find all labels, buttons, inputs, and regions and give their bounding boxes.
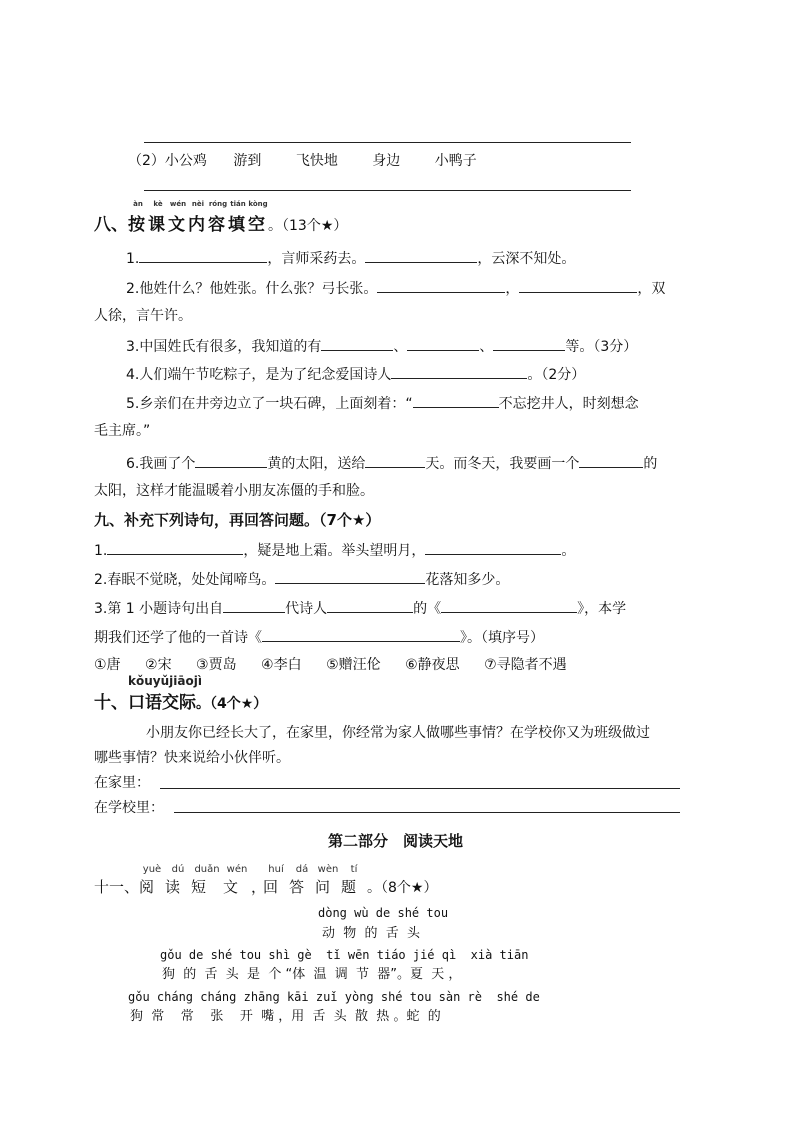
blank[interactable] xyxy=(519,276,637,293)
blank[interactable] xyxy=(365,246,477,263)
option: ③贾岛 xyxy=(196,657,237,673)
story-line1: 狗 的 舌 头 是 个 “体 温 调 节 器”。夏 天 ， xyxy=(162,967,462,982)
s7-word: 飞快地 xyxy=(295,153,338,169)
s8-q4: 4.人们端午节吃粽子，是为了纪念爱国诗人 。（2分） xyxy=(126,362,585,384)
s10-para2: 哪些事情？快来说给小伙伴听。 xyxy=(94,750,290,766)
s9-q3-cont: 期我们还学了他的一首诗《 》。（填序号） xyxy=(94,625,544,647)
school-answer-line[interactable] xyxy=(174,812,680,813)
blank[interactable] xyxy=(365,451,425,468)
blank[interactable] xyxy=(493,334,565,351)
blank[interactable] xyxy=(407,334,479,351)
answer-line-bottom[interactable] xyxy=(144,190,631,191)
story-line1-pinyin: gǒu de shé tou shì gè tǐ wēn tiáo jié qì xià tiān xyxy=(160,948,529,962)
s9-title: 九、补充下列诗句，再回答问题。（7个★） xyxy=(94,511,381,529)
answer-line-top[interactable] xyxy=(144,142,631,143)
blank[interactable] xyxy=(327,596,413,613)
s8-q5-cont: 毛主席。” xyxy=(94,423,151,439)
s8-heading: 八、 àn 按 kè 课 wén 文 nèi 内 róng 容 tián 填 kòng 空 。（13个★） xyxy=(94,200,348,235)
s8-q5: 5.乡亲们在井旁边立了一块石碑，上面刻着：“ 不忘挖井人，时刻想念 xyxy=(126,391,639,413)
blank[interactable] xyxy=(223,596,285,613)
blank[interactable] xyxy=(391,362,527,379)
blank[interactable] xyxy=(107,538,243,555)
s10-home-label: 在家里： xyxy=(94,775,150,791)
option: ⑦寻隐者不遇 xyxy=(484,657,567,673)
s7-q2-row xyxy=(128,150,477,170)
option: ⑤赠汪伦 xyxy=(326,657,381,673)
blank[interactable] xyxy=(579,451,643,468)
s9-q3: 3.第 1 小题诗句出自 代诗人 的《 》，本学 xyxy=(94,596,626,618)
s8-q6-cont: 太阳，这样才能温暖着小朋友冻僵的手和脸。 xyxy=(94,483,374,499)
s10-school-label: 在学校里： xyxy=(94,800,164,816)
blank[interactable] xyxy=(425,538,561,555)
s8-q3: 3.中国姓氏有很多，我知道的有 、 、 等。（3分） xyxy=(126,334,637,356)
s9-options xyxy=(94,654,567,674)
s8-q6: 6.我画了个 黄的太阳，送给 天。而冬天，我要画一个 的 xyxy=(126,451,657,473)
blank[interactable] xyxy=(441,596,577,613)
story-title: 动 物 的 舌 头 xyxy=(322,926,421,941)
s9-q2: 2.春眠不觉晓，处处闻啼鸟。 花落知多少。 xyxy=(94,567,509,589)
option: ①唐 xyxy=(94,657,121,673)
s7-word: 游到 xyxy=(233,153,262,169)
s10-para1: 小朋友你已经长大了，在家里，你经常为家人做哪些事情？在学校你又为班级做过 xyxy=(146,725,650,741)
s11-heading: 十一、 yuè 阅 dú 读 duǎn 短 wén 文 ， huí 回 dá 答 wèn 问 tí 题 。（8个★） xyxy=(94,864,438,896)
blank[interactable] xyxy=(321,334,393,351)
s10-pinyin: kǒuyǔjiāojì xyxy=(128,674,202,688)
story-line2-pinyin: gǒu cháng cháng zhāng kāi zuǐ yòng shé tou sàn rè shé de xyxy=(128,990,540,1004)
s7-word: 小鸭子 xyxy=(434,153,477,169)
s8-num: 八、 xyxy=(94,215,128,235)
blank[interactable] xyxy=(195,451,267,468)
blank[interactable] xyxy=(275,567,425,584)
blank[interactable] xyxy=(413,391,499,408)
option: ⑥静夜思 xyxy=(405,657,460,673)
s8-q2-cont: 人徐，言午许。 xyxy=(94,308,192,324)
story-title-pinyin: dòng wù de shé tou xyxy=(318,906,449,920)
s7-word: 身边 xyxy=(372,153,401,169)
s10-heading: kǒuyǔjiāojì 十、口语交际。（4个★） xyxy=(94,674,268,713)
blank[interactable] xyxy=(377,276,505,293)
home-answer-line[interactable] xyxy=(160,788,680,789)
blank[interactable] xyxy=(262,625,460,642)
story-line2: 狗 常 常 张 开 嘴 ，用 舌 头 散 热 。蛇 的 xyxy=(130,1009,441,1024)
s7-q2-label: （2）小公鸡 xyxy=(128,153,207,169)
part2-title: 第二部分 阅读天地 xyxy=(328,832,464,850)
option: ④李白 xyxy=(261,657,302,673)
s9-q1: 1. ，疑是地上霜。举头望明月， 。 xyxy=(94,538,575,560)
option: ②宋 xyxy=(145,657,172,673)
blank[interactable] xyxy=(139,246,267,263)
s8-q1: 1. ，言师采药去。 ，云深不知处。 xyxy=(126,246,575,268)
s8-q2: 2.他姓什么？他姓张。什么张？弓长张。 ， ，双 xyxy=(126,276,665,298)
